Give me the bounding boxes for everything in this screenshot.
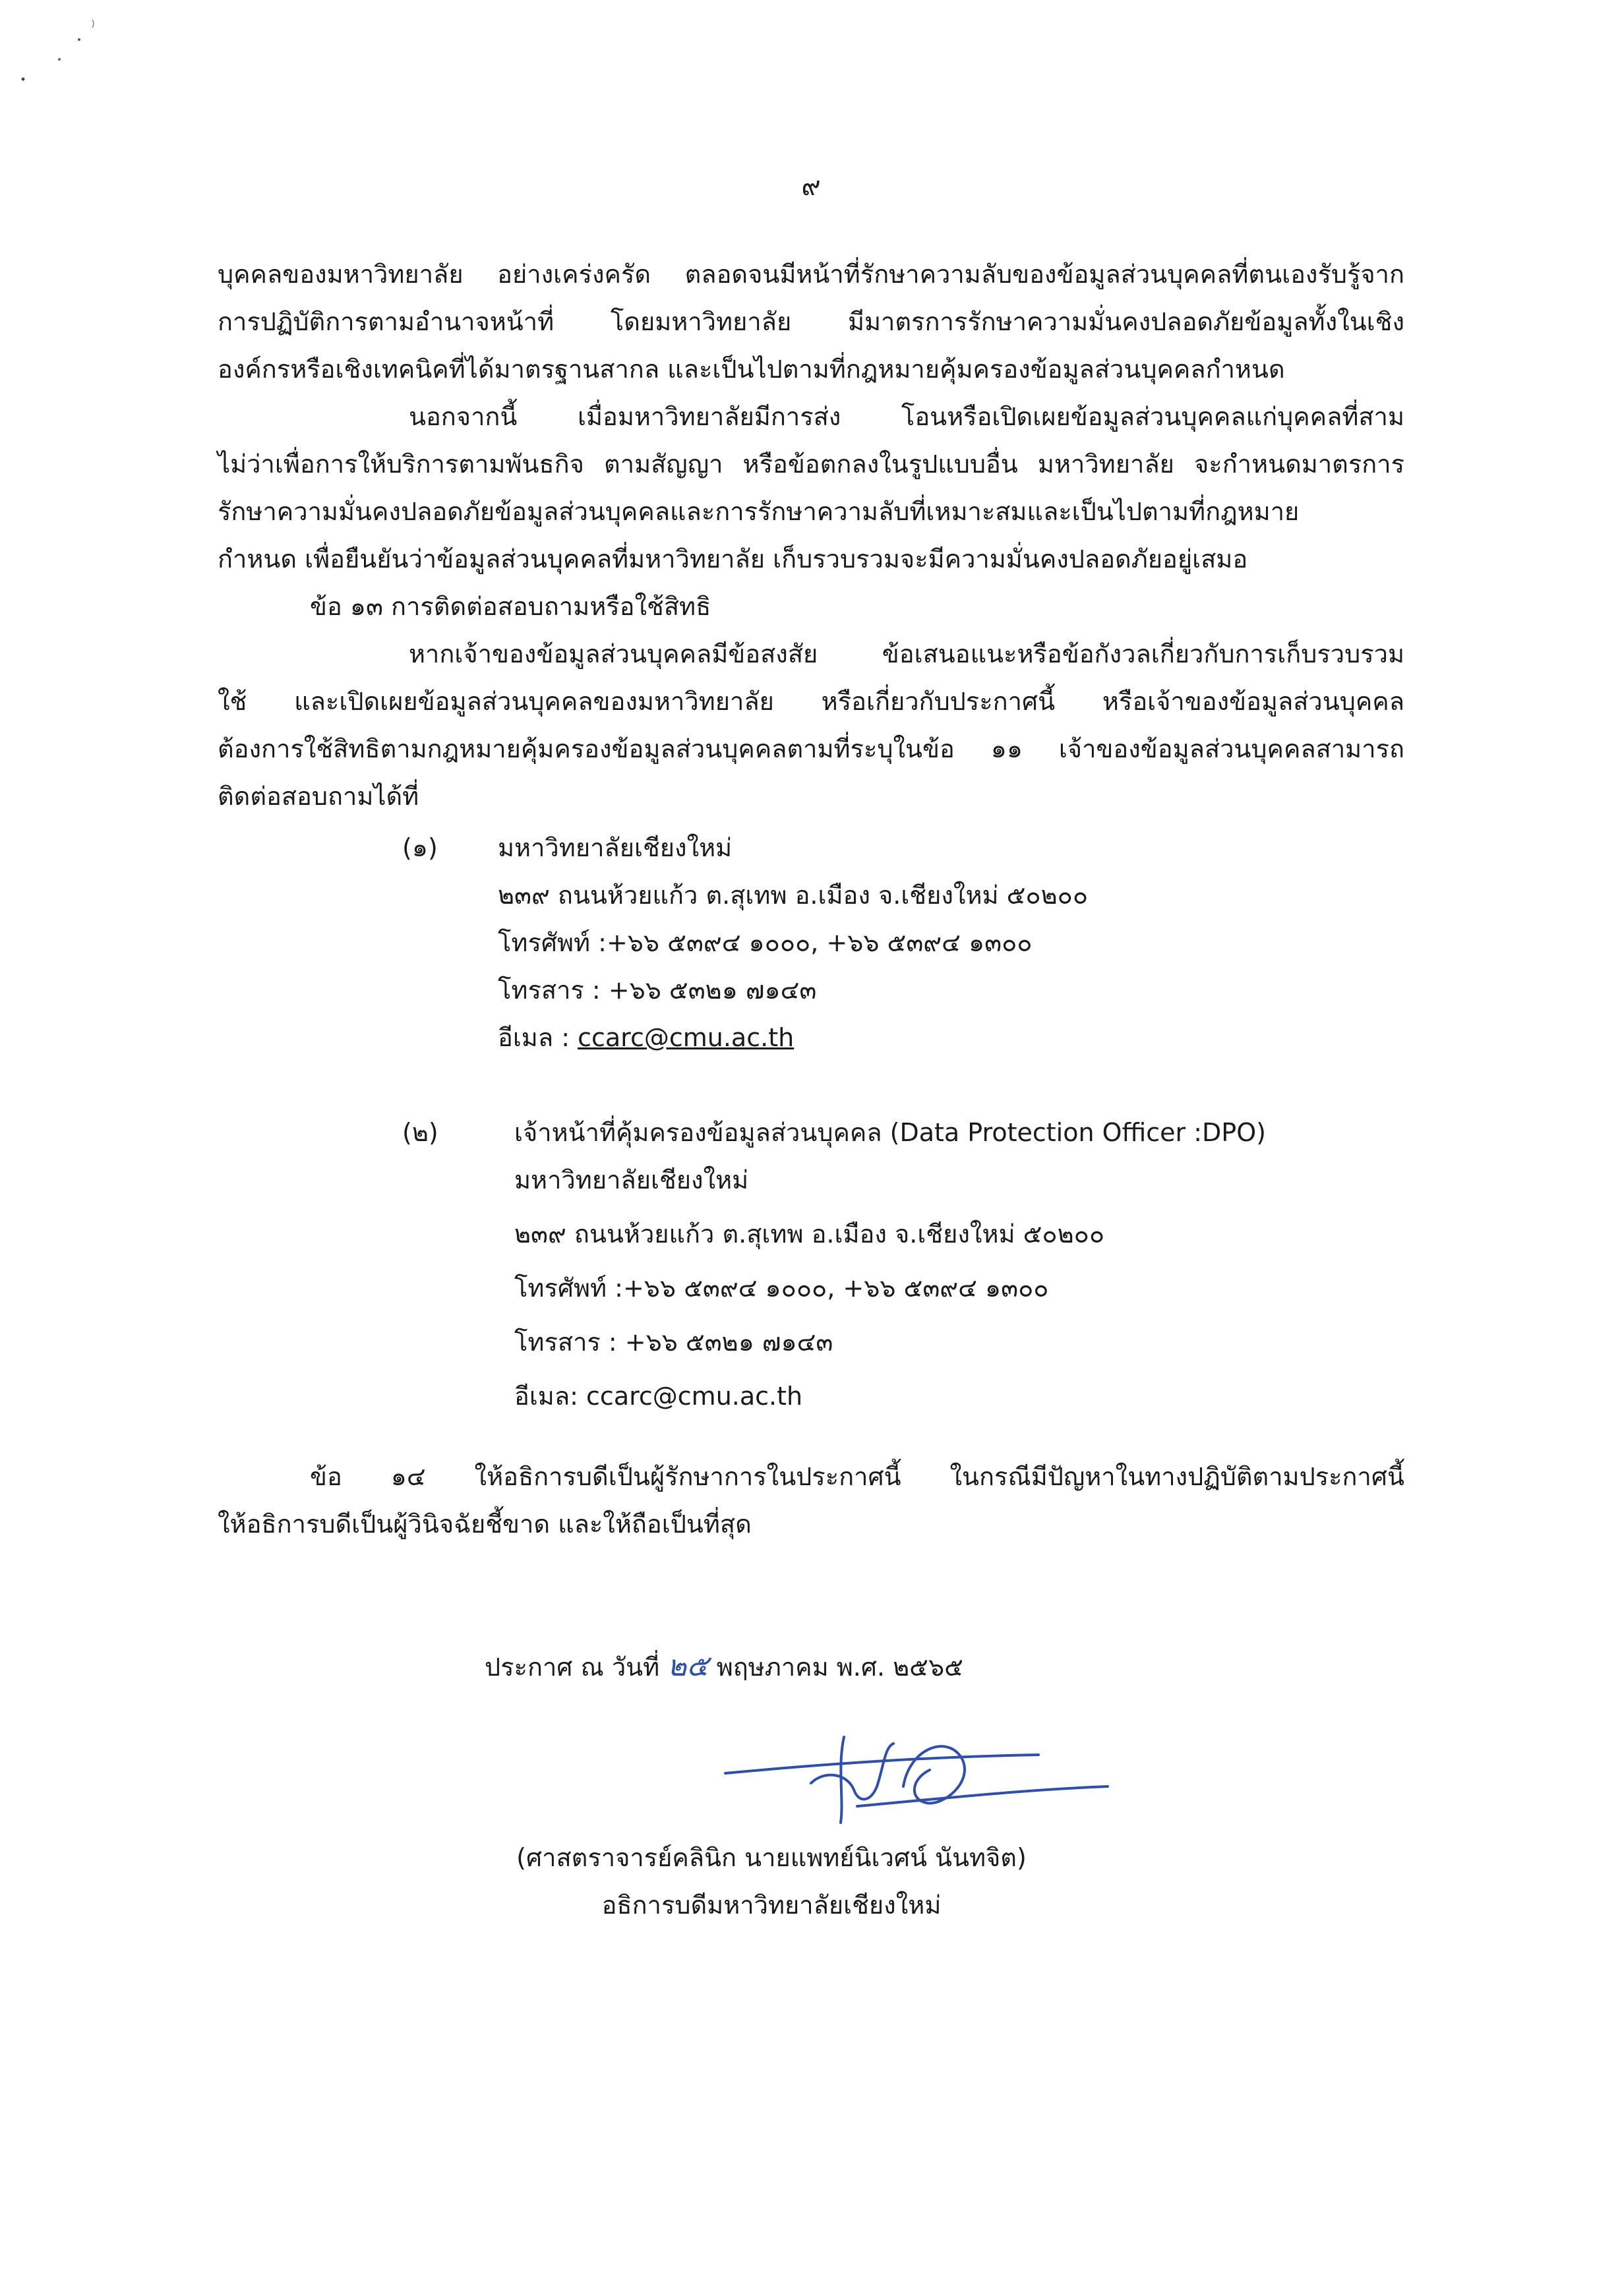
signature-image bbox=[712, 1707, 1121, 1839]
announcement-prefix: ประกาศ ณ วันที่ bbox=[485, 1653, 660, 1682]
contact-1-fax: โทรสาร : +๖๖ ๕๓๒๑ ๗๑๔๓ bbox=[498, 976, 817, 1005]
contact-1-email-label: อีเมล : bbox=[498, 1023, 578, 1052]
signatory-title: อธิการบดีมหาวิทยาลัยเชียงใหม่ bbox=[601, 1891, 942, 1920]
contact-1-name: มหาวิทยาลัยเชียงใหม่ bbox=[498, 833, 733, 862]
clause-14-line-2: ให้อธิการบดีเป็นผู้วินิจฉัยชี้ขาด และให้ถือเป็นที่สุด bbox=[218, 1510, 752, 1539]
paragraph-2-line-3: รักษาความมั่นคงปลอดภัยข้อมูลส่วนบุคคลและการรักษาความลับที่เหมาะสมและเป็นไปตามที่กฎหมาย bbox=[218, 497, 1300, 526]
paragraph-2-line-2: ไม่ว่าเพื่อการให้บริการตามพันธกิจ ตามสัญญา หรือข้อตกลงในรูปแบบอื่น มหาวิทยาลัย จะกำหนดมาตรการ bbox=[218, 450, 1404, 479]
paragraph-3-line-2: ใช้ และเปิดเผยข้อมูลส่วนบุคคลของมหาวิทยาลัย หรือเกี่ยวกับประกาศนี้ หรือเจ้าของข้อมูลส่วนบุคคล bbox=[218, 687, 1404, 716]
paragraph-3-line-4: ติดต่อสอบถามได้ที่ bbox=[218, 782, 419, 811]
announcement-month-year: พฤษภาคม พ.ศ. ๒๕๖๕ bbox=[716, 1653, 963, 1682]
paragraph-3-line-1: หากเจ้าของข้อมูลส่วนบุคคลมีข้อสงสัย ข้อเสนอแนะหรือข้อกังวลเกี่ยวกับการเก็บรวบรวม bbox=[409, 639, 1404, 668]
contact-2-name: เจ้าหน้าที่คุ้มครองข้อมูลส่วนบุคคล (Data Protection Officer :DPO) bbox=[514, 1118, 1266, 1147]
paragraph-2-line-4: กำหนด เพื่อยืนยันว่าข้อมูลส่วนบุคคลที่มหาวิทยาลัย เก็บรวบรวมจะมีความมั่นคงปลอดภัยอยู่เสมอ bbox=[218, 545, 1248, 574]
signatory-name: (ศาสตราจารย์คลินิก นายแพทย์นิเวศน์ นันทจิต) bbox=[516, 1843, 1027, 1872]
paragraph-1-line-1: บุคคลของมหาวิทยาลัย อย่างเคร่งครัด ตลอดจนมีหน้าที่รักษาความลับของข้อมูลส่วนบุคคลที่ตนเองรับรู้จาก bbox=[218, 260, 1404, 289]
contact-1-phone: โทรศัพท์ :+๖๖ ๕๓๙๔ ๑๐๐๐, +๖๖ ๕๓๙๔ ๑๓๐๐ bbox=[498, 928, 1033, 957]
paragraph-1-line-2: การปฏิบัติการตามอำนาจหน้าที่ โดยมหาวิทยาลัย มีมาตรการรักษาความมั่นคงปลอดภัยข้อมูลทั้งในเชิง bbox=[218, 307, 1404, 336]
contact-2-phone: โทรศัพท์ :+๖๖ ๕๓๙๔ ๑๐๐๐, +๖๖ ๕๓๙๔ ๑๓๐๐ bbox=[514, 1274, 1049, 1303]
contact-1-email-link[interactable]: ccarc@cmu.ac.th bbox=[578, 1023, 795, 1052]
handwritten-day: ๒๕ bbox=[667, 1649, 709, 1683]
clause-14-line-1: ข้อ ๑๔ ให้อธิการบดีเป็นผู้รักษาการในประกาศนี้ ในกรณีมีปัญหาในทางปฏิบัติตามประกาศนี้ bbox=[310, 1462, 1404, 1491]
clause-13-heading: ข้อ ๑๓ การติดต่อสอบถามหรือใช้สิทธิ bbox=[310, 592, 711, 621]
contact-1-label: (๑) bbox=[402, 833, 438, 862]
page-number: ๙ bbox=[801, 171, 821, 202]
contact-2-fax: โทรสาร : +๖๖ ๕๓๒๑ ๗๑๔๓ bbox=[514, 1328, 833, 1357]
scan-specks bbox=[13, 7, 132, 86]
contact-2-label: (๒) bbox=[402, 1118, 438, 1147]
contact-2-org: มหาวิทยาลัยเชียงใหม่ bbox=[514, 1165, 749, 1194]
contact-2-email: อีเมล: ccarc@cmu.ac.th bbox=[514, 1382, 803, 1411]
paragraph-2-line-1: นอกจากนี้ เมื่อมหาวิทยาลัยมีการส่ง โอนหรือเปิดเผยข้อมูลส่วนบุคคลแก่บุคคลที่สาม bbox=[409, 402, 1404, 431]
announcement-date bbox=[485, 1648, 963, 1686]
contact-2-address: ๒๓๙ ถนนห้วยแก้ว ต.สุเทพ อ.เมือง จ.เชียงใหม่ ๕๐๒๐๐ bbox=[514, 1220, 1105, 1249]
contact-1-address: ๒๓๙ ถนนห้วยแก้ว ต.สุเทพ อ.เมือง จ.เชียงใหม่ ๕๐๒๐๐ bbox=[498, 881, 1089, 910]
contact-1-email-row bbox=[498, 1019, 794, 1056]
paragraph-3-line-3: ต้องการใช้สิทธิตามกฎหมายคุ้มครองข้อมูลส่วนบุคคลตามที่ระบุในข้อ ๑๑ เจ้าของข้อมูลส่วนบุคคลสามารถ bbox=[218, 734, 1404, 763]
paragraph-1-line-3: องค์กรหรือเชิงเทคนิคที่ได้มาตรฐานสากล และเป็นไปตามที่กฎหมายคุ้มครองข้อมูลส่วนบุคคลกำหนด bbox=[218, 355, 1285, 384]
